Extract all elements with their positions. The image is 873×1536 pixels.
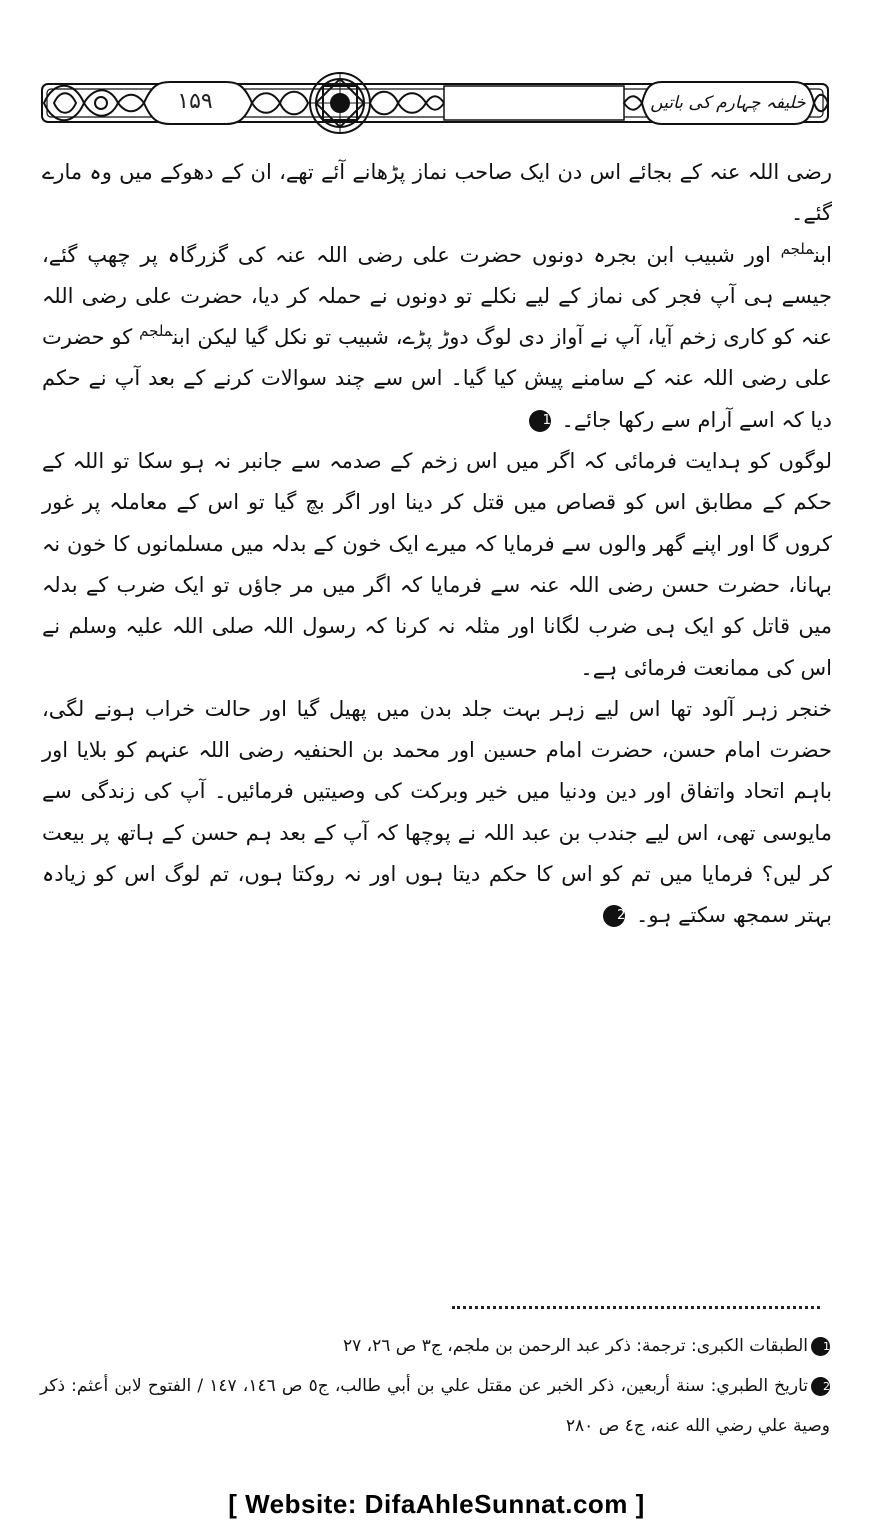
page-header	[40, 66, 830, 140]
paragraph-2-text-b: اور شبیب ابن بجرہ دونوں حضرت علی رضی اللہ عنہ کی گزرگاہ پر چھپ گئے، جیسے ہی آپ فجر کی نماز کے لیے نکلے تو دونوں نے حملہ کر دیا، حضرت علی رضی اللہ عنہ کو کاری زخم آیا، آپ نے آواز دی لوگ دوڑ پڑے، شبیب تو نکل گیا لیکن ابن	[42, 242, 833, 350]
footnote-2	[40, 1366, 830, 1446]
paragraph-2-text-a: ابن	[813, 242, 832, 267]
paragraph-2-superscript-2: ملجم	[139, 322, 173, 341]
paragraph-2-text-c: کو حضرت علی رضی اللہ عنہ کے سامنے پیش کیا گیا۔ اس سے چند سوالات کرنے کے بعد آپ نے حکم دیا کہ اسے آرام سے رکھا جائے۔	[42, 325, 832, 432]
paragraph-3-text: لوگوں کو ہدایت فرمائی کہ اگر میں اس زخم کے صدمہ سے جانبر نہ ہو سکا تو اللہ کے حکم کے مطابق اس کو قصاص میں قتل کر دینا اور اگر بچ گیا تو اس کے معاملہ پر غور کروں گا اور اپنے گھر والوں سے فرمایا کہ میرے ایک خون کے بدلہ میں مسلمانوں کا خون نہ بہانا، حضرت حسن رضی اللہ عنہ سے فرمایا کہ اگر میں مر جاؤں تو ایک ضرب کے بدلہ میں قاتل کو ایک ہی ضرب لگانا اور مثلہ نہ کرنا کہ رسول اللہ صلی اللہ علیہ وسلم نے اس کی ممانعت فرمائی ہے۔	[42, 449, 832, 680]
website-footer: [ Website: DifaAhleSunnat.com ]	[228, 1489, 645, 1519]
footnote-separator	[452, 1306, 820, 1309]
paragraph-3	[42, 441, 832, 689]
paragraph-4	[42, 689, 832, 937]
paragraph-2-superscript: ملجم	[780, 239, 814, 258]
footnote-2-text: تاريخ الطبري: سنة أربعين، ذكر الخبر عن مقتل علي بن أبي طالب، ج٥ ص ١٤٦، ١٤٧ / الفتوح لابن أعثم: ذكر وصية علي رضي الله عنه، ج٤ ص ٢٨٠	[40, 1376, 830, 1436]
footnote-2-marker: 2	[811, 1377, 830, 1396]
main-text	[42, 152, 832, 937]
running-title: خلیفہ چہارم کی باتیں	[650, 93, 806, 113]
paragraph-1	[42, 152, 832, 235]
page-number: ۱۵۹	[177, 89, 213, 114]
footnote-marker-2[interactable]: 2	[603, 905, 625, 927]
footnotes	[40, 1326, 830, 1446]
footnote-1	[40, 1326, 830, 1366]
footnote-1-marker: 1	[811, 1337, 830, 1356]
paragraph-4-text: خنجر زہر آلود تھا اس لیے زہر بہت جلد بدن میں پھیل گیا اور حالت خراب ہونے لگی، حضرت امام حسن، حضرت امام حسین اور محمد بن الحنفیہ رضی اللہ عنہم کو بلایا اور باہم اتحاد واتفاق اور دین ودنیا میں خیر وبرکت کی وصیتیں فرمائیں۔ آپ کی زندگی سے مایوسی تھی، اس لیے جندب بن عبد اللہ نے پوچھا کہ آپ کے بعد ہم حسن کے ہاتھ پر بیعت کر لیں؟ فرمایا میں تم کو اس کا حکم دیتا ہوں اور نہ روکتا ہوں، تم لوگ اس کو زیادہ بہتر سمجھ سکتے ہو۔	[42, 696, 832, 928]
footnote-1-text: الطبقات الكبرى: ترجمة: ذكر عبد الرحمن بن ملجم، ج٣ ص ٢٦، ٢٧	[342, 1336, 808, 1356]
paragraph-2	[42, 235, 832, 441]
paragraph-1-text: رضی اللہ عنہ کے بجائے اس دن ایک صاحب نماز پڑھانے آئے تھے، ان کے دھوکے میں وہ مارے گئے۔	[42, 160, 832, 226]
footnote-marker-1[interactable]: 1	[529, 410, 551, 432]
